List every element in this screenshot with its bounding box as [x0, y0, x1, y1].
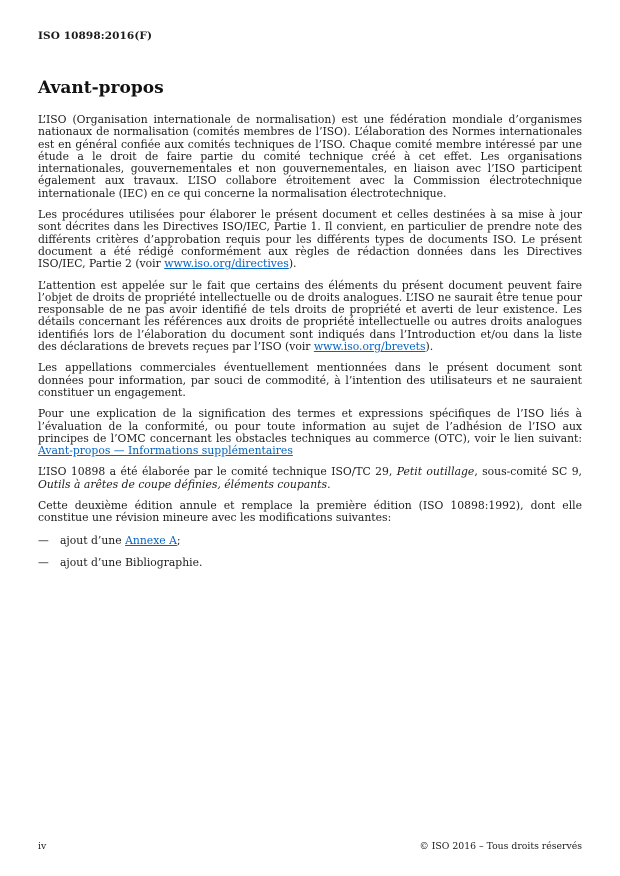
- text-segment: ajout d’une: [60, 533, 126, 547]
- list-text: [60, 535, 181, 547]
- copyright-notice: © ISO 2016 – Tous droits réservés: [419, 841, 582, 852]
- paragraph-patents: [38, 280, 582, 354]
- paragraph-wto: [38, 408, 582, 457]
- brevets-link[interactable]: www.iso.org/brevets: [313, 340, 426, 354]
- document-reference: ISO 10898:2016(F): [38, 30, 153, 42]
- text-segment: L’attention est appelée sur le fait que certains des éléments du présent document peuvent faire l’objet de droits de propriété intellectuelle ou de droits analogues. L’ISO ne saurait être tenue pour responsable de ne pas avoir identifié de tels droits de propriété et averti de leur existence. Les détails concernant les références aux droits de propriété intellectuelle ou autres droits analogues identifiés lors de l’élaboration du document sont indiqués dans l’Introduction et/ou dans la liste des déclarations de brevets reçues par l’ISO (voir: [38, 278, 582, 354]
- page-footer: [38, 841, 582, 852]
- annexe-a-link[interactable]: Annexe A: [125, 533, 177, 547]
- informations-supplementaires-link[interactable]: Avant-propos — Informations supplémentaires: [38, 444, 293, 458]
- list-dash: —: [38, 555, 49, 569]
- paragraph-iso-intro: L’ISO (Organisation internationale de normalisation) est une fédération mondiale d’organismes nationaux de normalisation (comités membres de l’ISO). L’élaboration des Normes internationales est en général confiée aux comités techniques de l’ISO. Chaque comité membre intéressé par une étude a le droit de faire partie du comité technique créé à cet effet. Les organisations internationales, gouvernementales et non gouvernementales, en liaison avec l’ISO participent également aux travaux. L’ISO collabore étroitement avec la Commission électrotechnique internationale (IEC) en ce qui concerne la normalisation électrotechnique.: [38, 113, 582, 200]
- paragraph-trade-names: Les appellations commerciales éventuellement mentionnées dans le présent document sont données pour information, par souci de commodité, à l’intention des utilisateurs et ne sauraient constituer un engagement.: [38, 361, 582, 399]
- body-text: [38, 114, 582, 569]
- text-segment: ;: [176, 533, 181, 547]
- directives-link[interactable]: www.iso.org/directives: [164, 257, 289, 271]
- text-segment: Pour une explication de la signification des termes et expressions spécifiques de l’ISO liés à l’évaluation de la conformité, ou pour toute information au sujet de l’adhésion de l’ISO aux principes de l’OMC concernant les obstacles techniques au commerce (OTC), voir le lien suivant:: [38, 407, 582, 445]
- text-segment: ).: [425, 340, 434, 354]
- paragraph-committee: [38, 466, 582, 491]
- subcommittee-name: Outils à arêtes de coupe définies, éléments coupants: [38, 477, 328, 491]
- list-item-annexe: [38, 535, 582, 547]
- text-segment: , sous-comité SC 9,: [474, 465, 582, 479]
- text-segment: ).: [288, 257, 297, 271]
- paragraph-procedures: [38, 209, 582, 270]
- committee-name: Petit outillage: [396, 465, 475, 479]
- list-dash: —: [38, 533, 49, 547]
- text-segment: L’ISO 10898 a été élaborée par le comité technique ISO/TC 29,: [38, 465, 397, 479]
- page-number: iv: [38, 841, 47, 852]
- list-text: ajout d’une Bibliographie.: [60, 555, 203, 569]
- paragraph-edition: Cette deuxième édition annule et remplace la première édition (ISO 10898:1992), dont elle constitue une révision mineure avec les modifications suivantes:: [38, 499, 582, 525]
- page-title: Avant-propos: [38, 78, 164, 98]
- text-segment: .: [327, 477, 331, 491]
- text-segment: Les procédures utilisées pour élaborer le présent document et celles destinées à sa mise à jour sont décrites dans les Directives ISO/IEC, Partie 1. Il convient, en particulier de prendre note des différents critères d’approbation requis pour les différents types de documents ISO. Le présent document a été rédigé conformément aux règles de rédaction données dans les Directives ISO/IEC, Partie 2 (voir: [38, 208, 582, 271]
- list-item-bibliographie: [38, 557, 582, 569]
